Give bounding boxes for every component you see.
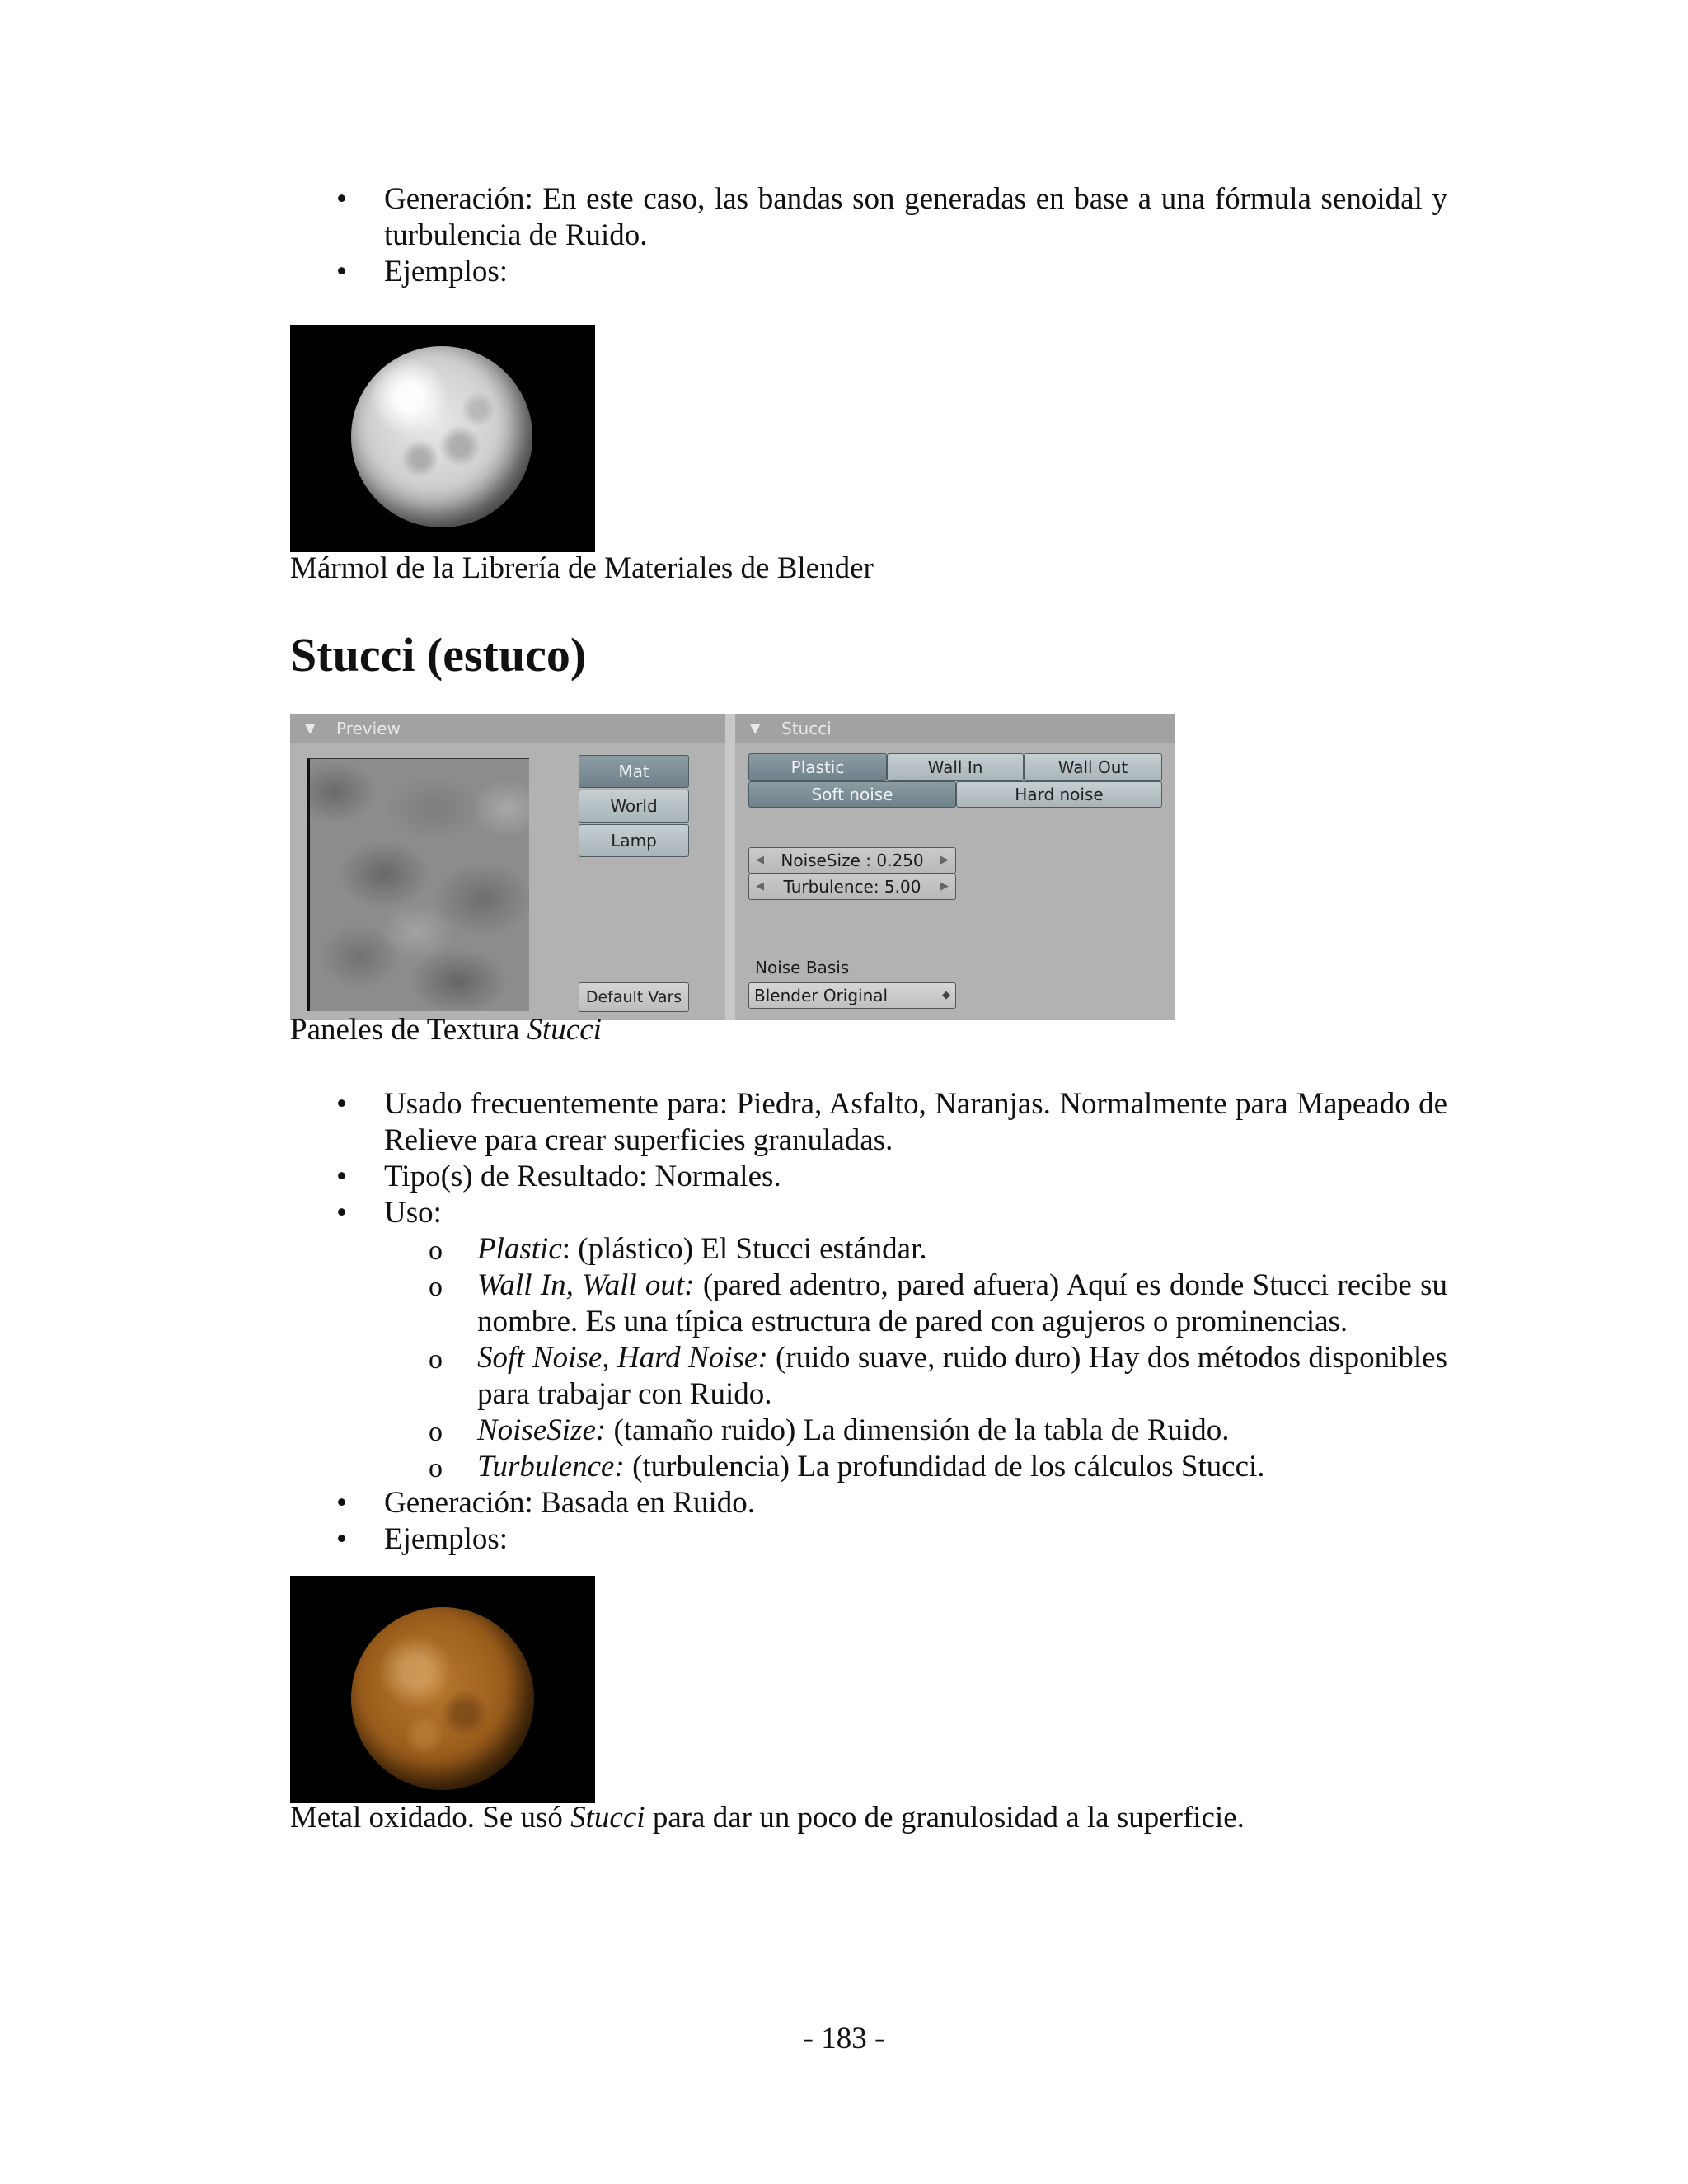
noise-basis-value: Blender Original: [754, 986, 889, 1005]
turbulence-value: Turbulence: 5.00: [783, 877, 921, 897]
sub-text: (pared adentro, pared afuera) Aquí es donde Stucci recibe su nombre. Es una típica estructura de pared con agujeros o prominencias.: [477, 1268, 1447, 1338]
usage-bullet-list: [290, 1086, 1447, 1558]
sub-text: (turbulencia) La profundidad de los cálculos Stucci.: [624, 1450, 1265, 1483]
list-item: • Usado frecuentemente para: Piedra, Asfalto, Naranjas. Normalmente para Mapeado de Relieve para crear superficies granuladas.: [290, 1086, 1447, 1159]
preview-texture-image: [307, 758, 529, 1011]
rust-caption-italic: Stucci: [570, 1801, 645, 1835]
panel-divider: [725, 714, 735, 1020]
turbulence-field[interactable]: [748, 874, 956, 900]
marble-caption: Mármol de la Librería de Materiales de Blender: [290, 551, 874, 585]
list-item: • Generación: Basada en Ruido.: [290, 1485, 1447, 1521]
sub-term: Wall In, Wall out:: [477, 1268, 695, 1302]
decrement-arrow-icon[interactable]: ◀: [756, 854, 764, 866]
soft-noise-button[interactable]: Soft noise: [748, 781, 956, 808]
sub-list-item: [290, 1231, 1447, 1268]
sub-list-item: [290, 1340, 1447, 1413]
wall-in-button[interactable]: Wall In: [887, 753, 1024, 781]
wall-out-button[interactable]: Wall Out: [1024, 753, 1162, 781]
preview-mat-button[interactable]: Mat: [579, 755, 689, 788]
stucci-panels-screenshot: [290, 714, 1175, 1020]
collapse-triangle-icon: ▼: [305, 720, 316, 736]
sub-text: (tamaño ruido) La dimensión de la tabla de Ruido.: [606, 1413, 1230, 1447]
noise-basis-label: Noise Basis: [755, 958, 850, 977]
stucci-panel-header: [735, 714, 1175, 743]
sub-list-item: [290, 1413, 1447, 1449]
sub-term: Soft Noise, Hard Noise:: [477, 1341, 768, 1375]
preview-panel-header: [290, 714, 725, 743]
decrement-arrow-icon[interactable]: ◀: [756, 880, 764, 893]
hard-noise-button[interactable]: Hard noise: [956, 781, 1162, 808]
marble-sphere: [351, 346, 532, 527]
top-bullet-list: [290, 181, 1447, 290]
sub-list-item: [290, 1268, 1447, 1340]
up-down-arrows-icon: ◆: [942, 989, 950, 1001]
sub-term: Turbulence:: [477, 1450, 625, 1483]
sub-text: : (plástico) El Stucci estándar.: [561, 1232, 927, 1266]
plastic-button[interactable]: Plastic: [748, 753, 887, 781]
list-item: • Generación: En este caso, las bandas son generadas en base a una fórmula senoidal y turbulencia de Ruido.: [290, 181, 1447, 254]
noise-size-value: NoiseSize : 0.250: [781, 851, 924, 870]
rust-caption: [290, 1800, 1245, 1836]
panels-caption-italic: Stucci: [527, 1013, 602, 1047]
list-item: • Ejemplos:: [290, 1521, 1447, 1558]
default-vars-button[interactable]: Default Vars: [579, 982, 689, 1012]
marble-sphere-image: [290, 325, 595, 552]
increment-arrow-icon[interactable]: ▶: [940, 880, 949, 893]
stucci-panel-title: Stucci: [781, 719, 832, 738]
panels-caption: [290, 1012, 602, 1048]
sub-term: Plastic: [477, 1232, 562, 1266]
preview-panel-title: Preview: [336, 719, 401, 738]
increment-arrow-icon[interactable]: ▶: [940, 854, 949, 866]
sub-list-item: [290, 1449, 1447, 1485]
page-number: - 183 -: [803, 2022, 885, 2055]
sub-text: (ruido suave, ruido duro) Hay dos métodos disponibles para trabajar con Ruido.: [477, 1341, 1447, 1411]
list-item: • Ejemplos:: [290, 254, 1447, 290]
rust-caption-text: Metal oxidado. Se usó: [290, 1801, 571, 1835]
collapse-triangle-icon: ▼: [750, 720, 761, 736]
rust-caption-text-end: para dar un poco de granulosidad a la superficie.: [645, 1801, 1245, 1835]
panels-caption-text: Paneles de Textura: [290, 1013, 528, 1047]
noise-size-field[interactable]: [748, 847, 956, 874]
sub-term: NoiseSize:: [477, 1413, 607, 1447]
list-item: • Tipo(s) de Resultado: Normales.: [290, 1159, 1447, 1195]
list-item: • Uso:: [290, 1195, 1447, 1231]
preview-lamp-button[interactable]: Lamp: [579, 824, 689, 857]
section-title: Stucci (estuco): [290, 628, 587, 682]
rusted-metal-sphere-image: [290, 1576, 595, 1803]
preview-world-button[interactable]: World: [579, 790, 689, 823]
noise-basis-select[interactable]: [748, 982, 956, 1009]
rusted-metal-sphere: [351, 1607, 534, 1790]
